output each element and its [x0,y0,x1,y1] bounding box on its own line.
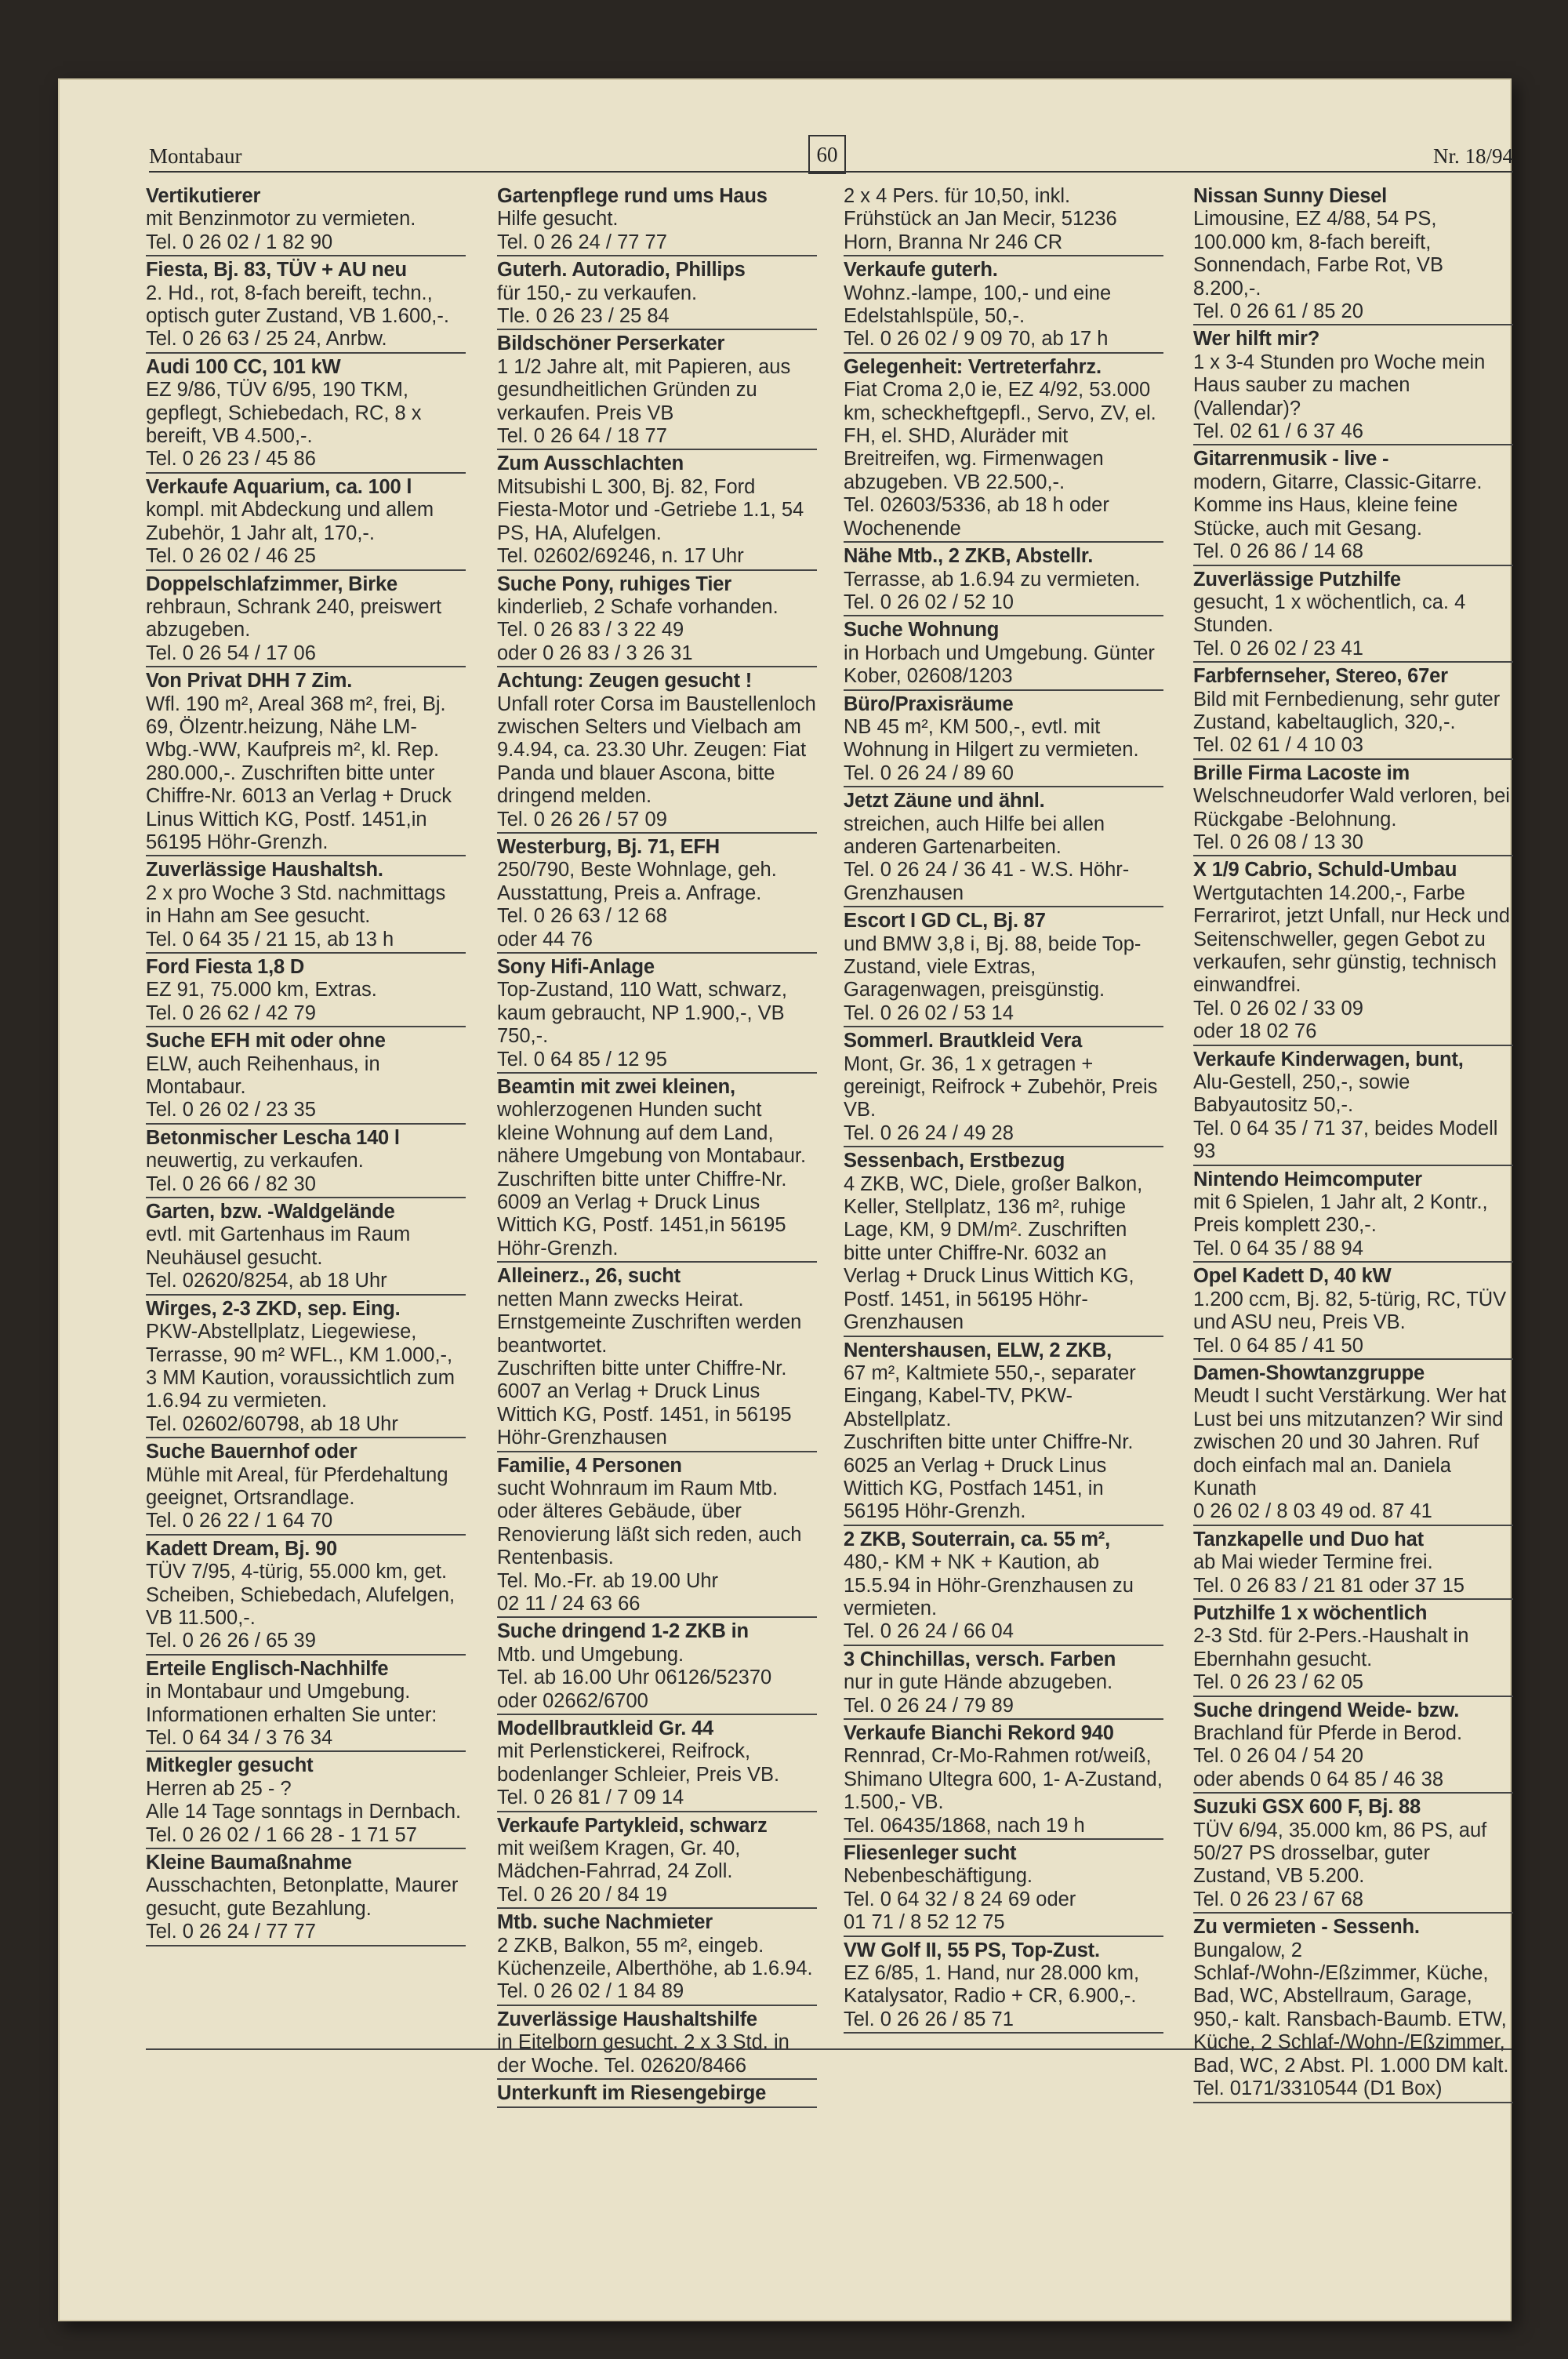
classified-ad [146,1298,466,1438]
classified-ad [497,1620,817,1715]
ad-body: 2 x pro Woche 3 Std. nachmittags in Hahn am See gesucht. Tel. 0 64 35 / 21 15, ab 13 h [146,881,446,951]
column-1 [146,185,466,1949]
ad-body: Mühle mit Areal, für Pferdehaltung geeignet, Ortsrandlage. Tel. 0 26 22 / 1 64 70 [146,1463,448,1532]
ad-headline: Doppelschlafzimmer, Birke [146,572,397,595]
ad-body: EZ 9/86, TÜV 6/95, 190 TKM, gepflegt, Schiebedach, RC, 8 x bereift, VB 4.500,-. Tel. 0 26 23 / 45 86 [146,379,422,471]
ad-body: 2-3 Std. für 2-Pers.-Haushalt in Ebernhahn gesucht. Tel. 0 26 23 / 62 05 [1193,1625,1469,1694]
classified-ad [497,573,817,668]
ad-headline: Büro/Praxisräume [844,692,1014,715]
ad-headline: Wirges, 2-3 ZKD, sep. Eing. [146,1297,401,1320]
ad-headline: Von Privat DHH 7 Zim. [146,670,353,692]
ad-headline: Tanzkapelle und Duo hat [1193,1528,1424,1550]
classified-ad [1193,665,1513,760]
ad-headline: Verkaufe guterh. [844,259,998,282]
classified-ad [844,1150,1163,1336]
ad-headline: X 1/9 Cabrio, Schuld-Umbau [1193,859,1457,881]
ad-headline: Suche Bauernhof oder [146,1441,358,1463]
ad-body: Ausschachten, Betonplatte, Maurer gesucht, gute Bezahlung. Tel. 0 26 24 / 77 77 [146,1874,459,1943]
column-2 [497,185,817,2110]
ad-headline: Sony Hifi-Anlage [497,956,655,978]
classified-ad [146,356,466,474]
classified-ad [844,1939,1163,2034]
classified-ad [497,836,817,954]
ad-body: 4 ZKB, WC, Diele, großer Balkon, Keller, Stellplatz, 136 m², ruhige Lage, KM, 9 DM/m². Zuschriften bitte unter Chiffre-Nr. 6032 an Verlag + Druck Linus Wittich KG, Postf. 1451, in 56195 Höhr-Grenzhausen [844,1172,1143,1334]
ad-body: EZ 6/85, 1. Hand, nur 28.000 km, Katalysator, Radio + CR, 6.900,-. Tel. 0 26 26 / 85 71 [844,1962,1140,2030]
ad-headline: Escort I GD CL, Bj. 87 [844,910,1046,932]
ad-body: 250/790, Beste Wohnlage, geh. Ausstattung, Preis a. Anfrage. Tel. 0 26 63 / 12 68 oder 44 76 [497,859,777,951]
ad-headline: Sessenbach, Erstbezug [844,1150,1065,1172]
ad-body: gesucht, 1 x wöchentlich, ca. 4 Stunden. Tel. 0 26 02 / 23 41 [1193,591,1466,660]
ad-body: Bild mit Fernbedienung, sehr guter Zustand, kabeltauglich, 320,-. Tel. 02 61 / 4 10 03 [1193,688,1501,757]
ad-headline: 3 Chinchillas, versch. Farben [844,1648,1116,1670]
classified-ad [1193,1265,1513,1360]
ad-body: Bungalow, 2 Schlaf-/Wohn-/Eßzimmer, Küche, Bad, WC, Abstellraum, Garage, 950,- kalt. Ransbach-Baumb. ETW, Küche, 2 Schlaf-/Wohn-/Eßzimmer, Bad, WC, 2 Abst. Pl. 1.000 DM kalt. Tel. 0171/3310544 (D1 Box) [1193,1939,1509,2100]
ad-body: Welschneudorfer Wald verloren, bei Rückgabe -Belohnung. Tel. 0 26 08 / 13 30 [1193,785,1510,853]
ad-headline: Gitarrenmusik - live - [1193,448,1389,471]
classified-ad [497,1815,817,1910]
classified-ad [844,790,1163,907]
classified-ad [844,545,1163,616]
classified-ad [844,1339,1163,1526]
classified-ad [497,670,817,834]
classified-ad [844,1528,1163,1646]
ad-headline: Westerburg, Bj. 71, EFH [497,835,720,858]
ad-headline: Brille Firma Lacoste im [1193,761,1410,784]
ad-body: Mont, Gr. 36, 1 x getragen + gereinigt, Reifrock + Zubehör, Preis VB. Tel. 0 26 24 / 49 28 [844,1052,1158,1144]
classified-ad [497,1911,817,2006]
ad-body: ELW, auch Reihenhaus, in Montabaur. Tel. 0 26 02 / 23 35 [146,1052,380,1121]
classified-ad [146,859,466,954]
ad-body: 67 m², Kaltmiete 550,-, separater Eingang, Kabel-TV, PKW-Abstellplatz. Zuschriften bitte unter Chiffre-Nr. 6025 an Verlag + Druck Linus Wittich KG, Postfach 1451, in 56195 Höhr-Grenzh. [844,1361,1136,1523]
classified-ad [844,1842,1163,1937]
header-location: Montabaur [149,144,242,168]
classified-ad [497,2082,817,2107]
ad-headline: Zum Ausschlachten [497,453,684,475]
classified-ad [1193,1169,1513,1263]
classified-ad [1193,1699,1513,1794]
classified-ad [146,1030,466,1125]
classified-ad [1193,859,1513,1045]
classified-ad [1193,1796,1513,1914]
ad-body: evtl. mit Gartenhaus im Raum Neuhäusel gesucht. Tel. 02620/8254, ab 18 Uhr [146,1223,411,1292]
ad-headline: Fliesenleger sucht [844,1842,1017,1865]
ad-headline: Kadett Dream, Bj. 90 [146,1537,338,1560]
classified-ad [844,185,1163,256]
classified-ad [497,453,817,570]
classified-ad [844,693,1163,788]
classified-ad [497,259,817,330]
ad-body: Wohnz.-lampe, 100,- und eine Edelstahlspüle, 50,-. Tel. 0 26 02 / 9 09 70, ab 17 h [844,282,1112,351]
column-3 [844,185,1163,2036]
classified-ad [1193,569,1513,663]
ad-body: PKW-Abstellplatz, Liegewiese, Terrasse, 90 m² WFL., KM 1.000,-, 3 MM Kaution, voraussichtlich zum 1.6.94 zu vermieten. Tel. 02602/60798, ab 18 Uhr [146,1321,455,1435]
ad-headline: Fiesta, Bj. 83, TÜV + AU neu [146,259,407,282]
ad-headline: Gelegenheit: Vertreterfahrz. [844,355,1102,378]
ad-headline: Guterh. Autoradio, Phillips [497,259,746,282]
ad-body: und BMW 3,8 i, Bj. 88, beide Top-Zustand, viele Extras, Garagenwagen, preisgünstig. Tel. 0 26 02 / 53 14 [844,932,1142,1024]
ad-body: in Horbach und Umgebung. Günter Kober, 02608/1203 [844,642,1155,688]
ad-body: für 150,- zu verkaufen. Tle. 0 26 23 / 25 84 [497,282,698,328]
classified-ad [844,259,1163,354]
ad-headline: Sommerl. Brautkleid Vera [844,1030,1083,1052]
ad-headline: Verkaufe Partykleid, schwarz [497,1814,768,1837]
ad-body: 2 x 4 Pers. für 10,50, inkl. Frühstück an Jan Mecir, 51236 Horn, Branna Nr 246 CR [844,185,1117,253]
ad-body: EZ 91, 75.000 km, Extras. Tel. 0 26 62 / 42 79 [146,979,377,1024]
ad-body: Nebenbeschäftigung. Tel. 0 64 32 / 8 24 69 oder 01 71 / 8 52 12 75 [844,1865,1076,1934]
classified-ad [1193,762,1513,857]
page-number: 60 [808,135,846,174]
ad-body: Fiat Croma 2,0 ie, EZ 4/92, 53.000 km, scheckheftgepfl., Servo, ZV, el. FH, el. SHD, Aluräder mit Breitreifen, wg. Firmenwagen abzugeben. VB 22.500,-. Tel. 02603/5336, ab 18 h oder Wochenende [844,379,1156,540]
classified-ad [844,910,1163,1027]
ad-headline: Audi 100 CC, 101 kW [146,355,341,378]
ad-body: ab Mai wieder Termine frei. Tel. 0 26 83 / 21 81 oder 37 15 [1193,1551,1465,1597]
ad-headline: Damen-Showtanzgruppe [1193,1361,1425,1384]
ad-body: Alu-Gestell, 250,-, sowie Babyautositz 50,-. Tel. 0 64 35 / 71 37, beides Modell 93 [1193,1071,1498,1163]
ad-headline: Suche EFH mit oder ohne [146,1030,386,1052]
ad-body: TÜV 7/95, 4-türig, 55.000 km, get. Scheiben, Schiebedach, Alufelgen, VB 11.500,-. Tel. 0 26 26 / 65 39 [146,1561,456,1652]
ad-body: Wfl. 190 m², Areal 368 m², frei, Bj. 69, Ölzentr.heizung, Nähe LM-Wbg.-WW, Kaufpreis m², kl. Rep. 280.000,-. Zuschriften bitte unter Chiffre-Nr. 6013 an Verlag + Druck Linus Wittich KG, Postf. 1451,in 56195 Höhr-Grenzh. [146,692,452,853]
header-rule [149,171,1513,173]
ad-body: Top-Zustand, 110 Watt, schwarz, kaum gebraucht, NP 1.900,-, VB 750,-. Tel. 0 64 85 / 12 95 [497,979,787,1070]
ad-headline: Putzhilfe 1 x wöchentlich [1193,1601,1428,1624]
ad-headline: Suzuki GSX 600 F, Bj. 88 [1193,1796,1421,1819]
ad-headline: Verkaufe Aquarium, ca. 100 l [146,475,412,498]
ad-body: Brachland für Pferde in Berod. Tel. 0 26 04 / 54 20 oder abends 0 64 85 / 46 38 [1193,1722,1463,1790]
classified-ad [1193,1049,1513,1166]
ad-body: kinderlieb, 2 Schafe vorhanden. Tel. 0 26 83 / 3 22 49 oder 0 26 83 / 3 26 31 [497,595,779,664]
classified-ad [146,573,466,668]
classified-ad [844,1722,1163,1840]
ad-headline: Achtung: Zeugen gesucht ! [497,670,753,692]
ad-body: Mtb. und Umgebung. Tel. ab 16.00 Uhr 06126/52370 oder 02662/6700 [497,1643,772,1712]
bottom-rule [146,2048,1512,2050]
ad-headline: VW Golf II, 55 PS, Top-Zust. [844,1939,1100,1961]
ad-headline: Nähe Mtb., 2 ZKB, Abstellr. [844,545,1094,568]
classified-ad [146,1127,466,1198]
ad-body: Herren ab 25 - ? Alle 14 Tage sonntags in Dernbach. Tel. 0 26 02 / 1 66 28 - 1 71 57 [146,1777,462,1846]
classified-ad [844,356,1163,543]
issue-number: Nr. 18/94 [1432,144,1513,168]
ad-body: 1 1/2 Jahre alt, mit Papieren, aus gesundheitlichen Gründen zu verkaufen. Preis VB Tel. 0 26 64 / 18 77 [497,355,791,448]
ad-body: 1 x 3-4 Stunden pro Woche mein Haus sauber zu machen (Vallendar)? Tel. 02 61 / 6 37 46 [1193,351,1486,443]
ad-body: nur in gute Hände abzugeben. Tel. 0 26 24 / 79 89 [844,1671,1113,1717]
classified-ad [146,1852,466,1946]
ad-headline: Verkaufe Kinderwagen, bunt, [1193,1048,1464,1070]
classified-ad [146,1658,466,1753]
ad-body: 1.200 ccm, Bj. 82, 5-türig, RC, TÜV und ASU neu, Preis VB. Tel. 0 64 85 / 41 50 [1193,1288,1507,1357]
classified-ad [844,1648,1163,1720]
ad-headline: Suche dringend 1-2 ZKB in [497,1620,749,1643]
ad-headline: Kleine Baumaßnahme [146,1852,352,1874]
ad-body: mit 6 Spielen, 1 Jahr alt, 2 Kontr., Preis komplett 230,-. Tel. 0 64 35 / 88 94 [1193,1191,1488,1259]
ad-headline: Modellbrautkleid Gr. 44 [497,1717,713,1739]
ad-headline: Betonmischer Lescha 140 l [146,1126,400,1149]
ad-headline: Jetzt Zäune und ähnl. [844,790,1045,812]
ad-body: 2. Hd., rot, 8-fach bereift, techn., optisch guter Zustand, VB 1.600,-. Tel. 0 26 63 / 25 24, Anrbw. [146,282,449,351]
ad-headline: Suche Wohnung [844,619,1000,642]
classified-ad [146,259,466,354]
classified-ad [146,956,466,1027]
ad-body: TÜV 6/94, 35.000 km, 86 PS, auf 50/27 PS drosselbar, guter Zustand, VB 5.200. Tel. 0 26 23 / 67 68 [1193,1819,1487,1910]
ad-headline: Zuverlässige Putzhilfe [1193,568,1401,591]
ad-headline: Nissan Sunny Diesel [1193,185,1388,207]
ad-body: neuwertig, zu verkaufen. Tel. 0 26 66 / 82 30 [146,1150,364,1195]
ad-body: Wertgutachten 14.200,-, Farbe Ferrarirot, jetzt Unfall, nur Heck und Seitenschweller, gegen Gebot zu verkaufen, sehr günstig, technisch einwandfrei. Tel. 0 26 02 / 33 09 oder 18 02 76 [1193,881,1510,1043]
classified-ad [146,185,466,256]
ad-body: streichen, auch Hilfe bei allen anderen Gartenarbeiten. Tel. 0 26 24 / 36 41 - W.S. Höhr-Grenzhausen [844,812,1130,904]
ad-body: mit Perlenstickerei, Reifrock, bodenlanger Schleier, Preis VB. Tel. 0 26 81 / 7 09 14 [497,1740,780,1809]
ad-body: Hilfe gesucht. Tel. 0 26 24 / 77 77 [497,208,667,253]
classified-ad [1193,185,1513,325]
ad-body: Terrasse, ab 1.6.94 zu vermieten. Tel. 0 26 02 / 52 10 [844,568,1141,613]
ad-headline: Verkaufe Bianchi Rekord 940 [844,1722,1114,1744]
ad-body: Unfall roter Corsa im Baustellenloch zwischen Selters und Vielbach am 9.4.94, ca. 23.30 Uhr. Zeugen: Fiat Panda und blauer Ascona, bitte dringend melden. Tel. 0 26 26 / 57 09 [497,692,816,831]
classified-ad [146,1441,466,1536]
ad-headline: Alleinerz., 26, sucht [497,1265,681,1288]
ad-body: 480,- KM + NK + Kaution, ab 15.5.94 in Höhr-Grenzhausen zu vermieten. Tel. 0 26 24 / 66 04 [844,1551,1134,1643]
classified-ad [497,956,817,1074]
classified-ad [497,1265,817,1452]
page-header [86,135,1513,176]
classified-ad [1193,1528,1513,1600]
ad-body: Limousine, EZ 4/88, 54 PS, 100.000 km, 8-fach bereift, Sonnendach, Farbe Rot, VB 8.200,-. Tel. 0 26 61 / 85 20 [1193,208,1443,323]
ad-headline: Vertikutierer [146,185,261,207]
ad-headline: Wer hilft mir? [1193,328,1320,351]
ad-body: in Montabaur und Umgebung. Informationen erhalten Sie unter: Tel. 0 64 34 / 3 76 34 [146,1681,437,1749]
ad-headline: Beamtin mit zwei kleinen, [497,1076,735,1099]
ad-headline: Zuverlässige Haushaltsh. [146,859,383,881]
ad-headline: Zuverlässige Haushaltshilfe [497,2008,757,2030]
classified-ad [1193,448,1513,565]
ad-body: wohlerzogenen Hunden sucht kleine Wohnung auf dem Land, nähere Umgebung von Montabaur. Zuschriften bitte unter Chiffre-Nr. 6009 an Verlag + Druck Linus Wittich KG, Postf. 1451,in 56195 Höhr-Grenzh. [497,1099,807,1259]
ad-body: Meudt I sucht Verstärkung. Wer hat Lust bei uns mitzutanzen? Wir sind zwischen 20 und 30 Jahren. Ruf doch einfach mal an. Daniela Kunath 0 26 02 / 8 03 49 od. 87 41 [1193,1385,1507,1523]
ad-headline: Mitkegler gesucht [146,1754,314,1777]
ad-headline: Farbfernseher, Stereo, 67er [1193,665,1448,688]
ad-headline: Suche Pony, ruhiges Tier [497,572,731,595]
ad-headline: Suche dringend Weide- bzw. [1193,1699,1460,1721]
ad-headline: Erteile Englisch-Nachhilfe [146,1657,389,1680]
column-4 [1193,185,1513,2106]
classified-ad [497,1717,817,1812]
ad-headline: Mtb. suche Nachmieter [497,1911,713,1934]
ad-body: sucht Wohnraum im Raum Mtb. oder älteres Gebäude, über Renovierung läßt sich reden, auch Rentenbasis. Tel. Mo.-Fr. ab 19.00 Uhr 02 11 / 24 63 66 [497,1477,802,1615]
ad-body: NB 45 m², KM 500,-, evtl. mit Wohnung in Hilgert zu vermieten. Tel. 0 26 24 / 89 60 [844,715,1139,784]
classified-ad [497,1076,817,1263]
ad-headline: Garten, bzw. -Waldgelände [146,1201,395,1223]
classified-ad [146,670,466,856]
ad-body: 2 ZKB, Balkon, 55 m², eingeb. Küchenzeile, Alberthöhe, ab 1.6.94. Tel. 0 26 02 / 1 84 89 [497,1934,813,2003]
ad-body: rehbraun, Schrank 240, preiswert abzugeben. Tel. 0 26 54 / 17 06 [146,595,442,664]
ad-headline: Gartenpflege rund ums Haus [497,185,768,207]
ad-headline: Ford Fiesta 1,8 D [146,956,305,978]
ad-body: kompl. mit Abdeckung und allem Zubehör, 1 Jahr alt, 170,-. Tel. 0 26 02 / 46 25 [146,499,434,568]
ad-headline: Nentershausen, ELW, 2 ZKB, [844,1339,1112,1361]
classified-ad [1193,328,1513,445]
classified-ad [844,619,1163,690]
ad-headline: Unterkunft im Riesengebirge [497,2082,767,2105]
classified-ad [146,1201,466,1296]
ad-headline: Familie, 4 Personen [497,1454,682,1477]
ad-body: Rennrad, Cr-Mo-Rahmen rot/weiß, Shimano Ultegra 600, 1- A-Zustand, 1.500,- VB. Tel. 06435/1868, nach 19 h [844,1745,1163,1837]
classified-ad [497,185,817,256]
ad-body: in Eitelborn gesucht. 2 x 3 Std. in der Woche. Tel. 02620/8466 [497,2031,789,2077]
classified-ad [1193,1916,1513,2103]
classified-ad [844,1030,1163,1147]
classified-ad [1193,1362,1513,1526]
ad-headline: Nintendo Heimcomputer [1193,1168,1422,1190]
classified-ad [497,1455,817,1619]
ad-body: netten Mann zwecks Heirat. Ernstgemeinte Zuschriften werden beantwortet. Zuschriften bitte unter Chiffre-Nr. 6007 an Verlag + Druck Linus Wittich KG, Postf. 1451, in 56195 Höhr-Grenzhausen [497,1288,802,1449]
classified-ad [497,2008,817,2080]
ad-body: modern, Gitarre, Classic-Gitarre. Komme ins Haus, kleine feine Stücke, auch mit Gesang. Tel. 0 26 86 / 14 68 [1193,471,1483,563]
ad-body: Mitsubishi L 300, Bj. 82, Ford Fiesta-Motor und -Getriebe 1.1, 54 PS, HA, Alufelgen. Tel. 02602/69246, n. 17 Uhr [497,475,804,568]
classified-ad [1193,1602,1513,1697]
ad-headline: Bildschöner Perserkater [497,333,725,355]
ad-headline: Zu vermieten - Sessenh. [1193,1916,1420,1939]
classified-ad [146,476,466,571]
ad-headline: Opel Kadett D, 40 kW [1193,1265,1392,1288]
ad-headline: 2 ZKB, Souterrain, ca. 55 m², [844,1528,1110,1550]
classified-ad [146,1538,466,1656]
classified-ad [146,1754,466,1849]
ad-body: mit Benzinmotor zu vermieten. Tel. 0 26 02 / 1 82 90 [146,208,416,253]
ad-body: mit weißem Kragen, Gr. 40, Mädchen-Fahrrad, 24 Zoll. Tel. 0 26 20 / 84 19 [497,1837,741,1906]
classified-ad [497,333,817,450]
